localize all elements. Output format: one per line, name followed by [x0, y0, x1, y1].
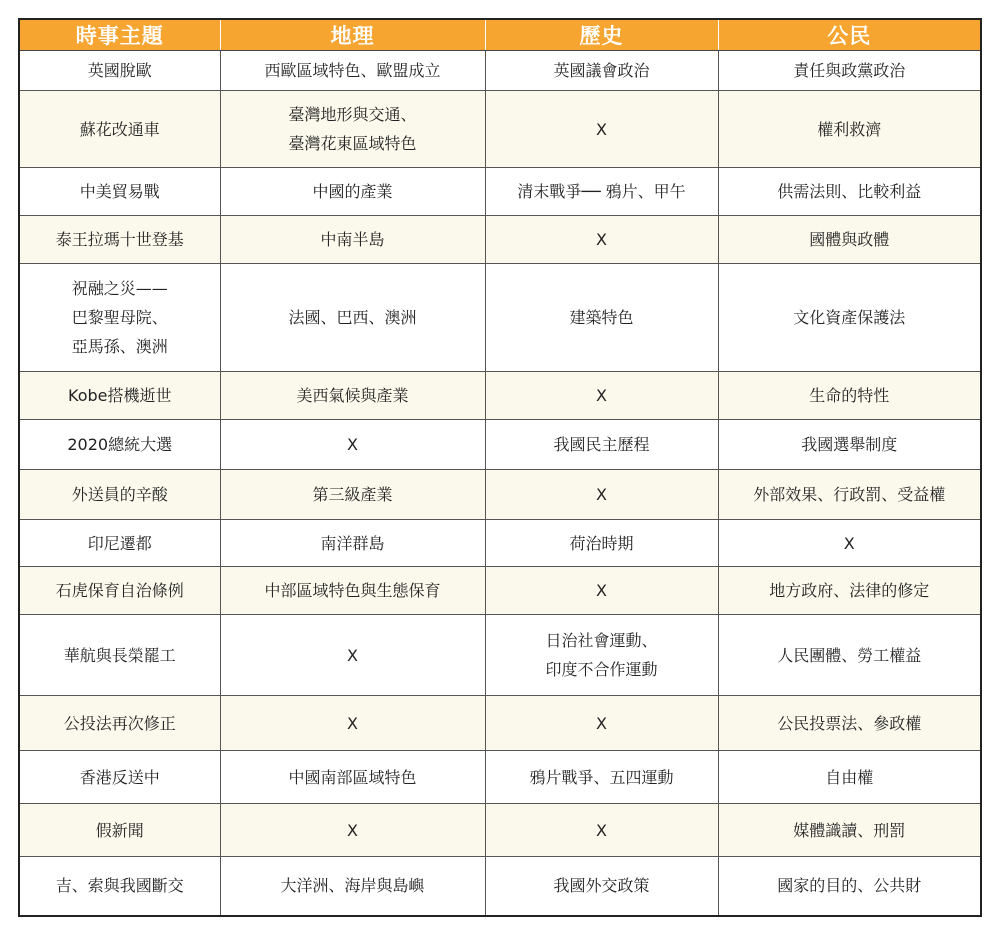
cell-history-text: 我國民主歷程	[553, 435, 650, 454]
cell-topic	[19, 168, 220, 216]
cell-civics	[718, 420, 981, 470]
cell-history-text: 鴉片戰爭、五四運動	[529, 767, 674, 787]
cell-topic-text: 泰王拉瑪十世登基	[55, 230, 184, 249]
current-events-curriculum-table	[18, 18, 982, 917]
table-row	[19, 751, 981, 804]
table-row	[19, 216, 981, 264]
cell-geography	[220, 264, 485, 372]
cell-geography	[220, 372, 485, 420]
cell-topic-text: 巴黎聖母院、	[71, 308, 168, 327]
cell-geography	[220, 91, 485, 168]
cell-history-text: X	[596, 230, 607, 249]
cell-topic-text: 外送員的辛酸	[71, 485, 168, 504]
cell-geography-text: X	[347, 713, 358, 733]
table-row	[19, 51, 981, 91]
cell-geography	[220, 168, 485, 216]
cell-topic	[19, 804, 220, 857]
cell-geography	[220, 804, 485, 857]
cell-civics	[718, 615, 981, 696]
cell-civics	[718, 470, 981, 520]
cell-geography-text: X	[347, 645, 358, 665]
cell-topic	[19, 696, 220, 751]
cell-civics	[718, 264, 981, 372]
cell-civics-text: 生命的特性	[809, 386, 890, 405]
cell-geography	[220, 696, 485, 751]
cell-topic-text: 祝融之災——	[71, 279, 168, 298]
cell-geography-text: 中國的產業	[312, 182, 393, 201]
cell-civics	[718, 804, 981, 857]
cell-civics-text: 供需法則、比較利益	[777, 182, 922, 201]
cell-geography-text: X	[347, 435, 358, 454]
table-row	[19, 615, 981, 696]
cell-history-text: 清末戰爭── 鴉片、甲午	[517, 182, 686, 201]
cell-topic-text: 石虎保育自治條例	[55, 581, 184, 600]
cell-history	[485, 751, 718, 804]
cell-civics-text: 文化資產保護法	[793, 308, 906, 327]
table-row	[19, 804, 981, 857]
cell-topic-text: 香港反送中	[79, 767, 160, 787]
header-topic: 時事主題	[19, 19, 220, 51]
cell-civics-text: 媒體識讀、刑罰	[793, 820, 906, 840]
cell-topic-text: 華航與長榮罷工	[63, 645, 176, 665]
cell-history	[485, 51, 718, 91]
cell-topic-text: 亞馬孫、澳洲	[71, 337, 168, 356]
header-row	[19, 19, 981, 51]
cell-geography-text: 南洋群島	[320, 533, 385, 553]
cell-civics-text: 國家的目的、公共財	[777, 876, 922, 896]
cell-geography	[220, 520, 485, 567]
table-row	[19, 420, 981, 470]
cell-history	[485, 470, 718, 520]
cell-geography-text: X	[347, 820, 358, 840]
cell-topic	[19, 470, 220, 520]
cell-topic	[19, 51, 220, 91]
cell-civics-text: 自由權	[825, 767, 874, 787]
cell-history-text: X	[596, 820, 607, 840]
cell-civics-text: 公民投票法、參政權	[777, 713, 922, 733]
cell-history-text: X	[596, 713, 607, 733]
cell-history	[485, 216, 718, 264]
cell-civics-text: 地方政府、法律的修定	[769, 581, 930, 600]
topic-table-container	[18, 18, 980, 917]
cell-geography-text: 西歐區域特色、歐盟成立	[264, 61, 441, 80]
cell-history-text: 英國議會政治	[553, 61, 650, 80]
cell-topic	[19, 420, 220, 470]
cell-history	[485, 520, 718, 567]
cell-topic-text: 英國脫歐	[87, 61, 152, 80]
cell-topic	[19, 567, 220, 615]
table-row	[19, 567, 981, 615]
table-row	[19, 372, 981, 420]
table-row	[19, 470, 981, 520]
cell-history	[485, 804, 718, 857]
cell-history	[485, 420, 718, 470]
cell-civics	[718, 857, 981, 916]
cell-geography	[220, 216, 485, 264]
cell-civics-text: 責任與政黨政治	[793, 61, 906, 80]
cell-topic	[19, 216, 220, 264]
table-row	[19, 264, 981, 372]
cell-civics-text: X	[843, 533, 855, 553]
cell-topic	[19, 372, 220, 420]
cell-geography	[220, 470, 485, 520]
cell-civics	[718, 567, 981, 615]
cell-geography	[220, 51, 485, 91]
cell-civics	[718, 372, 981, 420]
cell-topic-text: Kobe搭機逝世	[68, 386, 172, 405]
cell-history-text: 日治社會運動、	[545, 631, 658, 650]
cell-civics	[718, 51, 981, 91]
cell-topic	[19, 751, 220, 804]
cell-topic	[19, 264, 220, 372]
cell-history	[485, 615, 718, 696]
cell-history-text: X	[596, 581, 607, 600]
cell-civics-text: 國體與政體	[809, 230, 890, 249]
cell-geography-text: 美西氣候與產業	[296, 386, 409, 405]
header-geography: 地理	[220, 19, 485, 51]
cell-history-text: X	[596, 119, 607, 139]
cell-civics	[718, 216, 981, 264]
cell-topic	[19, 520, 220, 567]
cell-geography	[220, 751, 485, 804]
cell-topic	[19, 91, 220, 168]
table-row	[19, 520, 981, 567]
cell-geography	[220, 615, 485, 696]
cell-history-text: 我國外交政策	[553, 876, 650, 896]
cell-geography-text: 臺灣花東區域特色	[288, 134, 417, 153]
cell-topic	[19, 615, 220, 696]
cell-history-text: 建築特色	[569, 308, 634, 327]
cell-geography-text: 臺灣地形與交通、	[288, 105, 417, 124]
cell-history	[485, 91, 718, 168]
cell-topic-text: 2020總統大選	[67, 435, 173, 454]
cell-civics	[718, 168, 981, 216]
cell-topic-text: 印尼遷都	[87, 533, 152, 553]
cell-geography-text: 中部區域特色與生態保育	[264, 581, 441, 600]
cell-geography-text: 大洋洲、海岸與島嶼	[280, 876, 425, 896]
table-row	[19, 857, 981, 916]
cell-geography	[220, 857, 485, 916]
header-history: 歷史	[485, 19, 718, 51]
cell-geography	[220, 420, 485, 470]
cell-history	[485, 264, 718, 372]
cell-history-text: X	[596, 386, 607, 405]
cell-history-text: 荷治時期	[569, 533, 634, 553]
table-header	[19, 19, 981, 51]
cell-history-text: X	[596, 485, 607, 504]
header-civics: 公民	[718, 19, 981, 51]
cell-history	[485, 696, 718, 751]
cell-civics	[718, 751, 981, 804]
table-row	[19, 168, 981, 216]
cell-topic-text: 中美貿易戰	[79, 182, 160, 201]
cell-history-text: 印度不合作運動	[545, 660, 658, 679]
cell-civics-text: 外部效果、行政罰、受益權	[753, 485, 946, 504]
table-row	[19, 91, 981, 168]
cell-history	[485, 567, 718, 615]
cell-topic-text: 蘇花改通車	[79, 119, 160, 139]
cell-civics-text: 我國選舉制度	[801, 435, 898, 454]
table-body	[19, 51, 981, 916]
cell-civics	[718, 696, 981, 751]
cell-geography-text: 第三級產業	[312, 485, 393, 504]
cell-history	[485, 857, 718, 916]
cell-history	[485, 372, 718, 420]
cell-civics	[718, 91, 981, 168]
cell-topic-text: 公投法再次修正	[63, 713, 176, 733]
table-row	[19, 696, 981, 751]
cell-geography-text: 中南半島	[320, 230, 385, 249]
cell-topic	[19, 857, 220, 916]
cell-civics	[718, 520, 981, 567]
cell-topic-text: 假新聞	[95, 820, 144, 840]
cell-geography-text: 法國、巴西、澳洲	[288, 308, 417, 327]
cell-geography	[220, 567, 485, 615]
cell-civics-text: 人民團體、勞工權益	[777, 645, 922, 665]
cell-topic-text: 吉、索與我國斷交	[55, 876, 184, 896]
cell-history	[485, 168, 718, 216]
cell-geography-text: 中國南部區域特色	[288, 767, 417, 787]
cell-civics-text: 權利救濟	[817, 119, 882, 139]
